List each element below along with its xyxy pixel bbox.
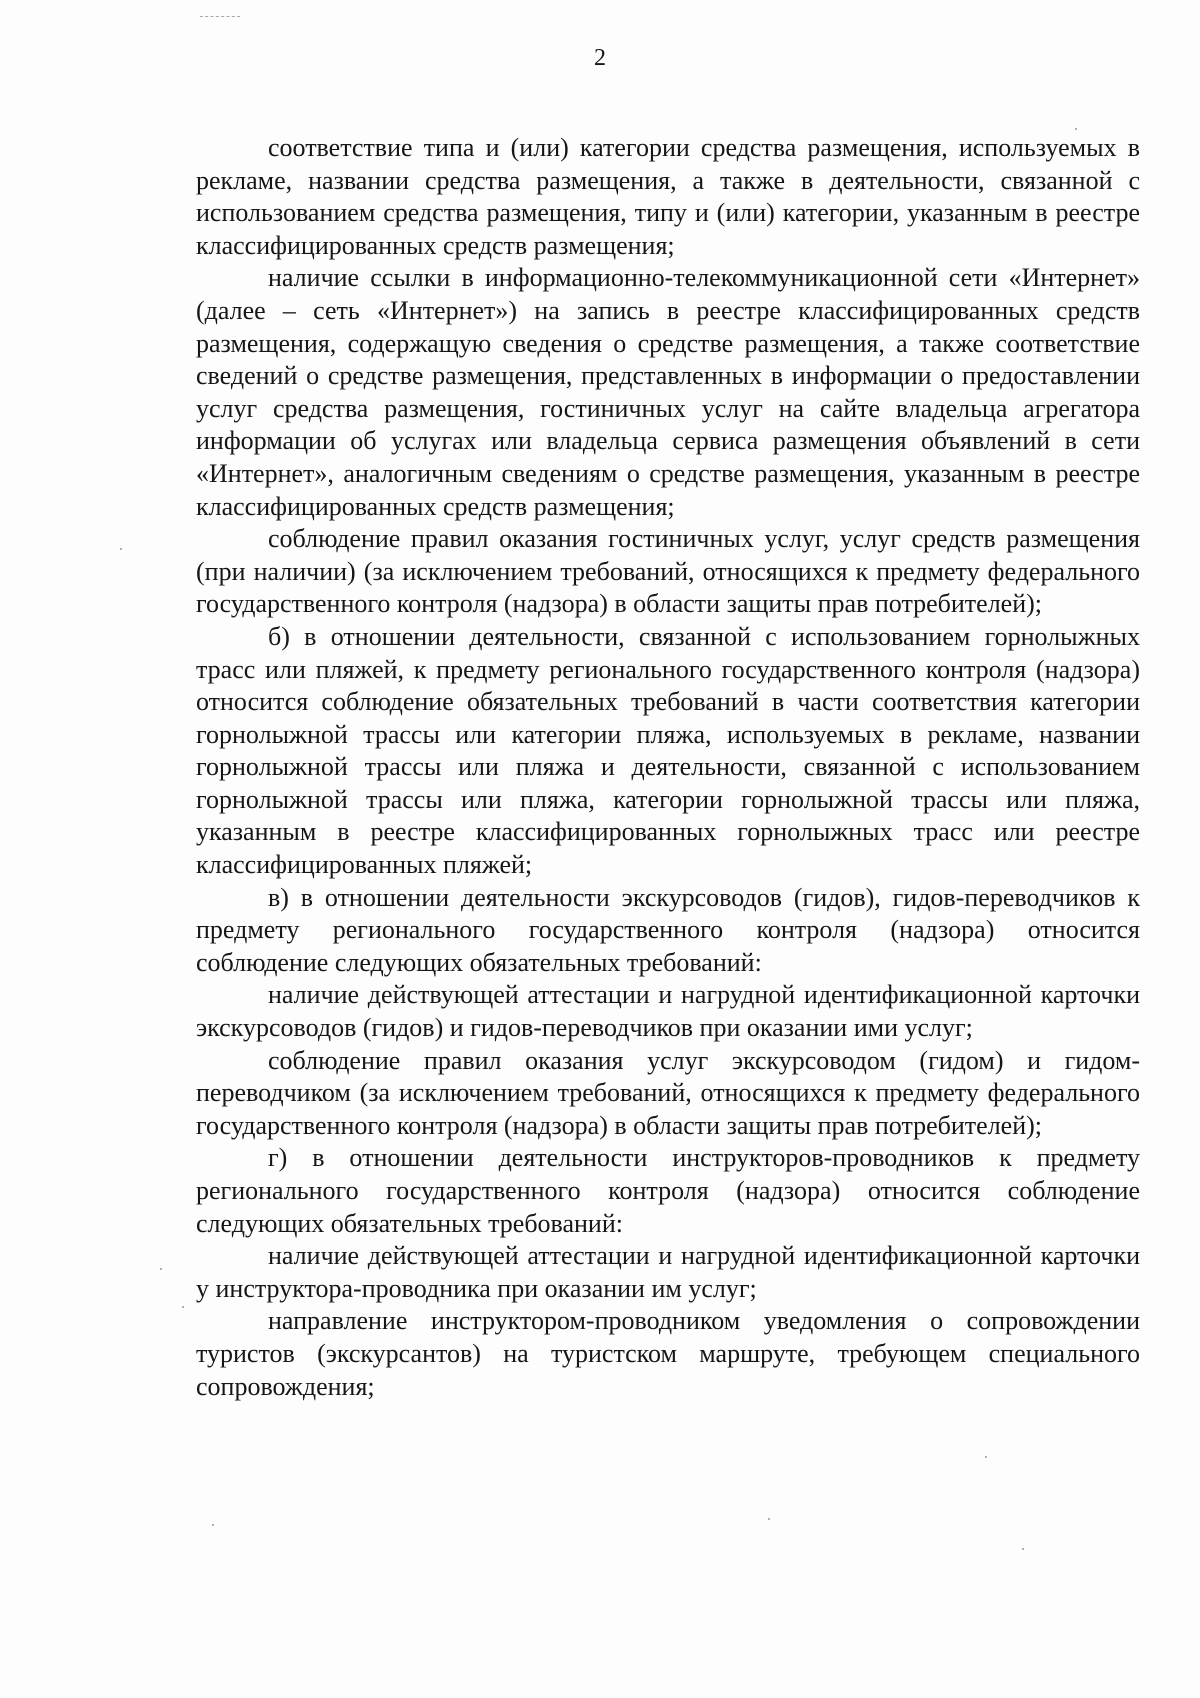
scan-speck [160, 1268, 162, 1270]
paragraph-b-ski-slopes-beaches: б) в отношении деятельности, связанной с использованием горнолыжных трасс или пляжей, к предмету регионального государственного контроля (надзора) относится соблюдение обязательных требований в части соответствия категории горнолыжной трассы или категории пляжа, используемых в рекламе, названии горнолыжной трассы или пляжа и деятельности, связанной с использованием горнолыжной трассы или пляжа, категории горнолыжной трассы или пляжа, указанным в реестре классифицированных горнолыжных трасс или реестре классифицированных пляжей; [196, 621, 1140, 880]
paragraph-instructor-notification: направление инструктором-проводником уведомления о сопровождении туристов (экскурсантов) на туристском маршруте, требующем специального сопровождения; [196, 1306, 1140, 1401]
scan-speck [1075, 128, 1077, 130]
scan-speck [182, 1306, 184, 1308]
scan-speck [985, 1456, 987, 1458]
scan-artifact [200, 16, 240, 17]
paragraph-internet-registry-link: наличие ссылки в информационно-телекоммуникационной сети «Интернет» (далее – сеть «Интернет») на запись в реестре классифицированных средств размещения, содержащую сведения о средстве размещения, а также соответствие сведений о средстве размещения, представленных в информации о предоставлении услуг средства размещения, гостиничных услуг на сайте владельца агрегатора информации об услугах или владельца сервиса размещения объявлений в сети «Интернет», аналогичным сведениям о средстве размещения, указанным в реестре классифицированных средств размещения; [196, 263, 1140, 521]
paragraph-guide-service-rules: соблюдение правил оказания услуг экскурсоводом (гидом) и гидом-переводчиком (за исключением требований, относящихся к предмету федерального государственного контроля (надзора) в области защиты прав потребителей); [196, 1045, 1140, 1140]
paragraph-instructor-attestation: наличие действующей аттестации и нагрудной идентификационной карточки у инструктора-проводника при оказании им услуг; [196, 1241, 1140, 1303]
scan-speck [1022, 1548, 1024, 1550]
scan-speck [768, 1518, 770, 1520]
document-body [196, 132, 1140, 1403]
paragraph-guide-attestation: наличие действующей аттестации и нагрудной идентификационной карточки экскурсоводов (гидов) и гидов-переводчиков при оказании ими услуг; [196, 980, 1140, 1043]
scan-speck [120, 548, 122, 550]
scan-speck [212, 1524, 214, 1526]
paragraph-g-instructors: г) в отношении деятельности инструкторов-проводников к предмету регионального государственного контроля (надзора) относится соблюдение следующих обязательных требований: [196, 1143, 1140, 1238]
paragraph-v-guides: в) в отношении деятельности экскурсоводов (гидов), гидов-переводчиков к предмету регионального государственного контроля (надзора) относится соблюдение следующих обязательных требований: [196, 882, 1140, 977]
page-number: 2 [594, 45, 606, 71]
paragraph-placement-category-compliance: соответствие типа и (или) категории средства размещения, используемых в рекламе, названии средства размещения, а также в деятельности, связанной с использованием средства размещения, типу и (или) категории, указанным в реестре классифицированных средств размещения; [196, 133, 1140, 260]
paragraph-hotel-services-rules: соблюдение правил оказания гостиничных услуг, услуг средств размещения (при наличии) (за исключением требований, относящихся к предмету федерального государственного контроля (надзора) в области защиты прав потребителей); [196, 524, 1140, 619]
